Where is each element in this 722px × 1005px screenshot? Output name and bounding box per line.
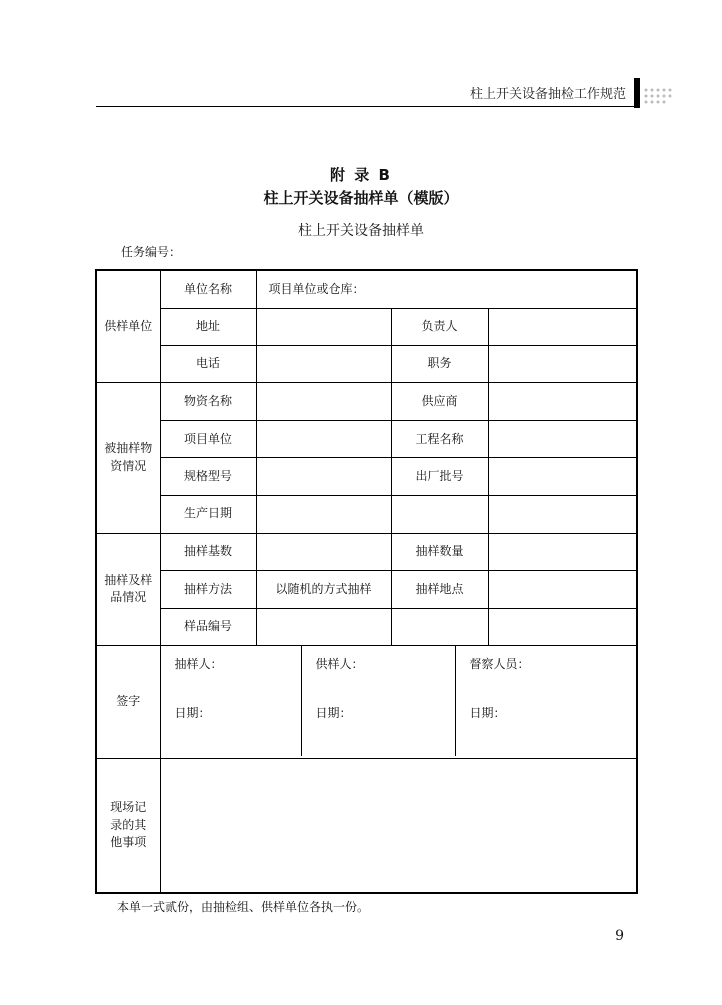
- model-field[interactable]: [256, 458, 391, 495]
- sampler-date-label: 日期：: [174, 706, 211, 721]
- address-label: 地址: [160, 308, 256, 345]
- footnote: 本单一式贰份，由抽检组、供样单位各执一份。: [117, 900, 370, 914]
- empty-cell: [391, 609, 488, 646]
- sample-no-field[interactable]: [256, 609, 391, 646]
- vendor-field[interactable]: [488, 383, 637, 421]
- qty-label: 抽样数量: [391, 533, 488, 570]
- appendix-label: 附 录 B: [330, 166, 392, 184]
- remarks-section-label: 现场记录的其他事项: [96, 758, 160, 893]
- production-date-field[interactable]: [256, 495, 391, 533]
- phone-field[interactable]: [256, 345, 391, 382]
- supervisor-date-label: 日期：: [469, 706, 506, 721]
- supplier-date-label: 日期：: [315, 706, 352, 721]
- sample-no-label: 样品编号: [160, 609, 256, 646]
- empty-cell: [488, 609, 637, 646]
- task-number-label: 任务编号：: [121, 245, 182, 259]
- person-in-charge-label: 负责人: [391, 308, 488, 345]
- appendix-title: 柱上开关设备抽样单（模版）: [263, 189, 459, 207]
- form-title: 柱上开关设备抽样单: [298, 223, 424, 239]
- project-unit-field[interactable]: [256, 421, 391, 458]
- empty-cell: [391, 495, 488, 533]
- material-name-field[interactable]: [256, 383, 391, 421]
- supplier-signature-box[interactable]: [302, 646, 456, 756]
- sampler-label: 抽样人：: [174, 657, 223, 672]
- empty-cell: [488, 495, 637, 533]
- page-number: 9: [615, 928, 624, 944]
- supplier-section-label: 供样单位: [96, 270, 160, 383]
- address-field[interactable]: [256, 308, 391, 345]
- sampling-form-table: [95, 269, 638, 894]
- qty-field[interactable]: [488, 533, 637, 570]
- batch-field[interactable]: [488, 458, 637, 495]
- unit-name-field[interactable]: 项目单位或仓库：: [256, 270, 637, 308]
- signature-section-label: 签字: [96, 646, 160, 759]
- remarks-field[interactable]: [160, 758, 637, 893]
- phone-label: 电话: [160, 345, 256, 382]
- material-name-label: 物资名称: [160, 383, 256, 421]
- supplier-signer-label: 供样人：: [315, 657, 364, 672]
- location-label: 抽样地点: [391, 570, 488, 608]
- header-rule: [96, 106, 636, 107]
- project-name-label: 工程名称: [391, 421, 488, 458]
- method-label: 抽样方法: [160, 570, 256, 608]
- header-bar: [634, 78, 640, 108]
- base-qty-label: 抽样基数: [160, 533, 256, 570]
- supervisor-signature-box[interactable]: [456, 646, 637, 756]
- running-header-title: 柱上开关设备抽检工作规范: [469, 87, 626, 102]
- project-name-field[interactable]: [488, 421, 637, 458]
- production-date-label: 生产日期: [160, 495, 256, 533]
- method-field[interactable]: 以随机的方式抽样: [256, 570, 391, 608]
- person-in-charge-field[interactable]: [488, 308, 637, 345]
- position-label: 职务: [391, 345, 488, 382]
- sampling-section-label: 抽样及样品情况: [96, 533, 160, 646]
- unit-name-label: 单位名称: [160, 270, 256, 308]
- vendor-label: 供应商: [391, 383, 488, 421]
- supervisor-label: 督察人员：: [469, 657, 530, 672]
- project-unit-label: 项目单位: [160, 421, 256, 458]
- location-field[interactable]: [488, 570, 637, 608]
- model-label: 规格型号: [160, 458, 256, 495]
- dots-decoration-icon: [643, 86, 675, 106]
- position-field[interactable]: [488, 345, 637, 382]
- sampler-signature-box[interactable]: [161, 646, 302, 756]
- base-qty-field[interactable]: [256, 533, 391, 570]
- batch-label: 出厂批号: [391, 458, 488, 495]
- signature-area: [160, 646, 637, 759]
- material-section-label: 被抽样物资情况: [96, 383, 160, 534]
